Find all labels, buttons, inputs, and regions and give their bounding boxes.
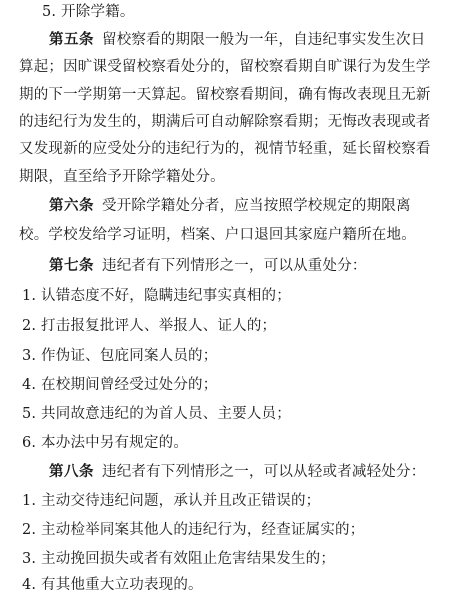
article-5-heading: 第五条	[49, 31, 94, 48]
line-text: 4. 在校期间曾经受过处分的；	[22, 377, 218, 393]
article-8-item-1	[22, 488, 474, 514]
line-text: 2. 打击报复批评人、举报人、证人的；	[22, 318, 277, 334]
article-7-item-2	[22, 313, 474, 339]
line-text: 的违纪行为发生的，期满后可自动解除察看期；无悔改表现或者	[19, 114, 431, 130]
article-6-line-2	[19, 222, 474, 248]
article-5-line-6	[19, 164, 474, 190]
article-7-heading: 第七条	[49, 257, 94, 274]
article-5-line-1	[49, 27, 473, 53]
line-text: 5. 共同故意违纪的为首人员、主要人员；	[22, 406, 291, 422]
line-text: 违纪者有下列情形之一，可以从轻或者减轻处分：	[102, 464, 426, 480]
article-8-item-4	[22, 572, 474, 598]
line-text: 违纪者有下列情形之一，可以从重处分：	[102, 258, 367, 274]
line-text: 算起；因旷课受留校察看处分的，留校察看期自旷课行为发生学	[19, 59, 431, 75]
line-text: 2. 主动检举同案其他人的违纪行为，经查证属实的；	[22, 522, 365, 538]
article-8-line-1	[49, 459, 473, 485]
line-text: 6. 本办法中另有规定的。	[22, 435, 189, 451]
article-7-item-6	[22, 430, 474, 456]
article-7-line-1	[49, 253, 473, 279]
line-text: 期的下一学期第一天算起。留校察看期间，确有悔改表现且无新	[19, 87, 431, 103]
line-text: 4. 有其他重大立功表现的。	[22, 577, 203, 593]
line-text: 3. 主动挽回损失或者有效阻止危害结果发生的；	[22, 551, 336, 567]
article-5-line-5	[19, 136, 474, 162]
line-text: 受开除学籍处分者，应当按照学校规定的期限离	[102, 198, 411, 214]
article-6-heading: 第六条	[49, 197, 94, 214]
expel-item-5	[42, 0, 472, 25]
line-text: 5. 开除学籍。	[42, 4, 135, 20]
line-text: 1. 主动交待违纪问题，承认并且改正错误的；	[22, 493, 321, 509]
line-text: 校。学校发给学习证明，档案、户口退回其家庭户籍所在地。	[19, 227, 416, 243]
line-text: 又发现新的应受处分的违纪行为的，视情节轻重，延长留校察看	[19, 141, 431, 157]
article-5-line-2	[19, 54, 474, 80]
article-7-item-3	[22, 343, 474, 369]
article-6-line-1	[49, 193, 473, 219]
article-8-heading: 第八条	[49, 463, 94, 480]
article-5-line-3	[19, 82, 474, 108]
line-text: 1. 认错态度不好，隐瞒违纪事实真相的；	[22, 288, 291, 304]
line-text: 3. 作伪证、包庇同案人员的；	[22, 348, 218, 364]
line-text: 留校察看的期限一般为一年，自违纪事实发生次日	[102, 32, 426, 48]
article-7-item-4	[22, 372, 474, 398]
article-8-item-3	[22, 546, 474, 572]
article-5-line-4	[19, 109, 474, 135]
article-7-item-5	[22, 401, 474, 427]
article-8-item-2	[22, 517, 474, 543]
line-text: 期限，直至给予开除学籍处分。	[19, 169, 225, 185]
article-7-item-1	[22, 283, 474, 309]
